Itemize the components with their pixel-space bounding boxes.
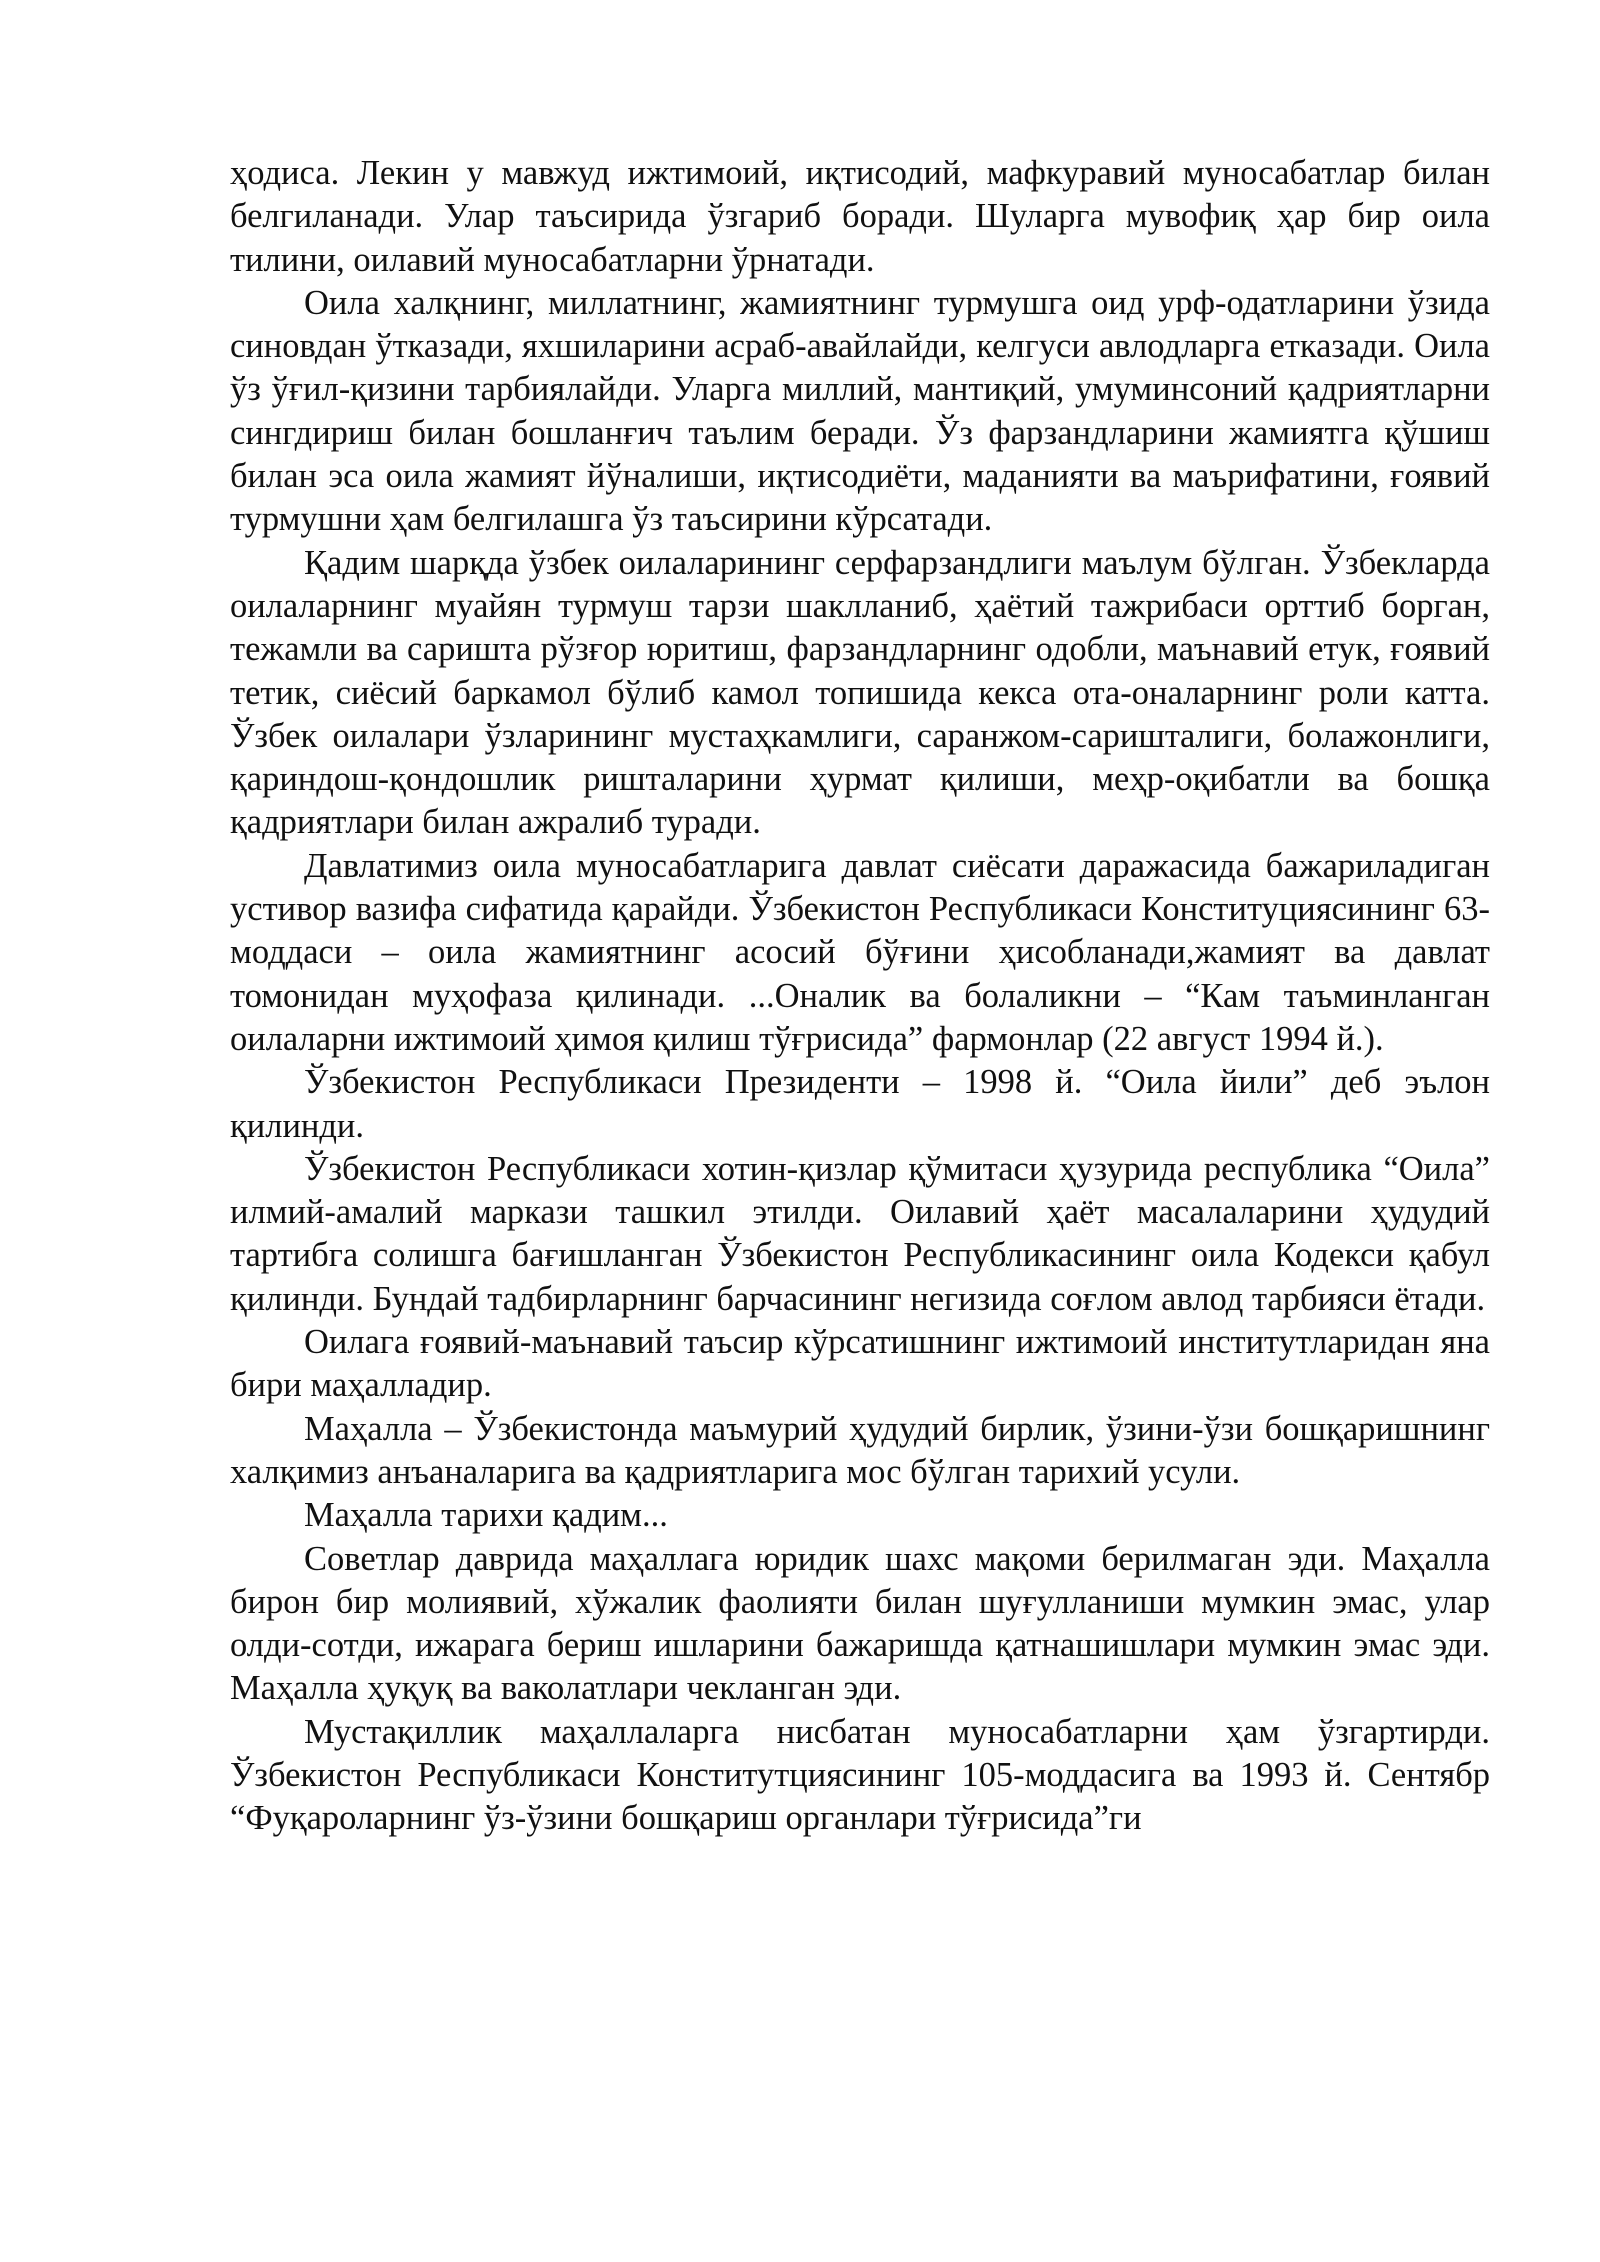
paragraph-9: Маҳалла тарихи қадим... — [304, 1496, 668, 1535]
paragraph-10: Советлар даврида маҳаллага юридик шахс мақоми берилмаган эди. Маҳалла бирон бир молиявий, хўжалик фаолияти билан шуғулланиши мумкин эмас, улар олди-сотди, ижарага бериш ишларини бажаришда қатнашишлари мумкин эмас эди. Маҳалла ҳуқуқ ва ваколатлари чекланган эди. — [230, 1539, 1490, 1708]
paragraph-1: ҳодиса. Лекин у мавжуд ижтимоий, иқтисодий, мафкуравий муносабатлар билан белгиланади. Улар таъсирида ўзгариб боради. Шуларга мувофиқ ҳар бир оила тилини, оилавий муносабатларни ўрнатади. — [230, 154, 1490, 279]
paragraph-11: Мустақиллик маҳаллаларга нисбатан муносабатларни ҳам ўзгартирди. Ўзбекистон Республикаси Конститутциясининг 105-моддасига ва 1993 й. Сентябр “Фуқароларнинг ўз-ўзини бошқариш органлари тўғрисида”ги — [230, 1712, 1490, 1838]
paragraph-8: Маҳалла – Ўзбекистонда маъмурий ҳудудий бирлик, ўзини-ўзи бошқаришнинг халқимиз анъаналарига ва қадриятларига мос бўлган тарихий усули. — [230, 1409, 1490, 1491]
paragraph-5: Ўзбекистон Республикаси Президенти – 1998 й. “Оила йили” деб эълон қилинди. — [230, 1063, 1490, 1145]
document-page — [230, 152, 1490, 1841]
paragraph-6: Ўзбекистон Республикаси хотин-қизлар қўмитаси ҳузурида республика “Оила” илмий-амалий маркази ташкил этилди. Оилавий ҳаёт масалаларини ҳудудий тартибга солишга бағишланган Ўзбекистон Республикасининг оила Кодекси қабул қилинди. Бундай тадбирларнинг барчасининг негизида соғлом авлод тарбияси ётади. — [230, 1149, 1490, 1318]
paragraph-4: Давлатимиз оила муносабатларига давлат сиёсати даражасида бажариладиган устивор вазифа сифатида қарайди. Ўзбекистон Республикаси Конституциясининг 63-моддаси – оила жамиятнинг асосий бўғини ҳисобланади,жамият ва давлат томонидан муҳофаза қилинади. ...Оналик ва болаликни – “Кам таъминланган оилаларни ижтимоий ҳимоя қилиш тўғрисида” фармонлар (22 август 1994 й.). — [230, 846, 1490, 1058]
paragraph-2: Оила халқнинг, миллатнинг, жамиятнинг турмушга оид урф-одатларини ўзида синовдан ўтказади, яхшиларини асраб-авайлайди, келгуси авлодларга етказади. Оила ўз ўғил-қизини тарбиялайди. Уларга миллий, мантиқий, умуминсоний қадриятларни сингдириш билан бошланғич таълим беради. Ўз фарзандларини жамиятга қўшиш билан эса оила жамият йўналиши, иқтисодиёти, маданияти ва маърифатини, ғоявий турмушни ҳам белгилашга ўз таъсирини кўрсатади. — [230, 283, 1490, 539]
paragraph-7: Оилага ғоявий-маънавий таъсир кўрсатишнинг ижтимоий институтларидан яна бири маҳалладир. — [230, 1323, 1490, 1405]
paragraph-3: Қадим шарқда ўзбек оилаларининг серфарзандлиги маълум бўлган. Ўзбекларда оилаларнинг муайян турмуш тарзи шаклланиб, ҳаётий тажрибаси орттиб борган, тежамли ва саришта рўзғор юритиш, фарзандларнинг одобли, маънавий етук, ғоявий тетик, сиёсий баркамол бўлиб камол топишида кекса ота-оналарнинг роли катта. Ўзбек оилалари ўзларининг мустаҳкамлиги, саранжом-сариштaлиги, болажонлиги, қариндош-қондошлик ришталарини ҳурмат қилиши, меҳр-оқибатли ва бошқа қадриятлари билан ажралиб туради. — [230, 543, 1490, 842]
